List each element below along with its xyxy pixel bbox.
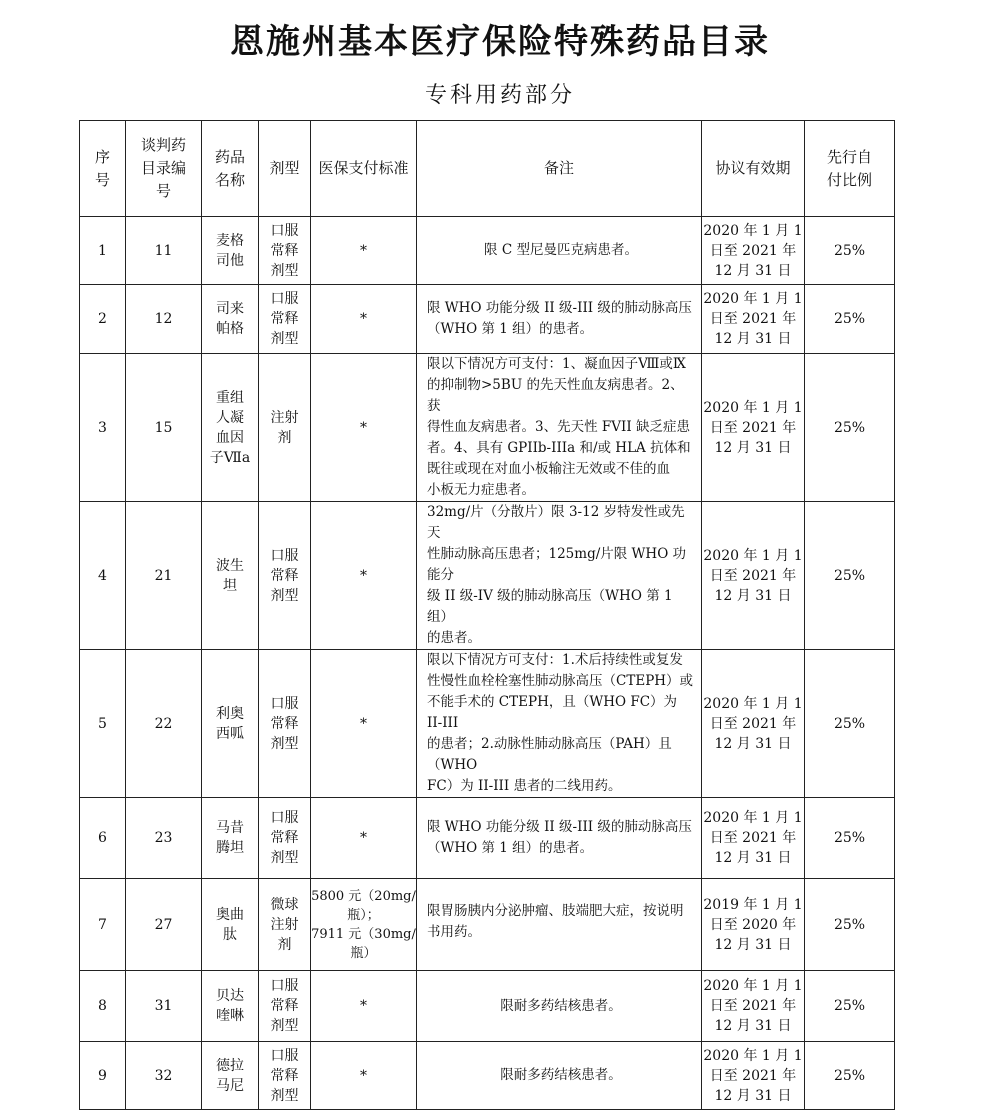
- cell-note: 限以下情况方可支付：1.术后持续性或复发 性慢性血栓栓塞性肺动脉高压（CTEPH）或 不能手术的 CTEPH，且（WHO FC）为 II-III 的患者；2.动脉性肺动脉高压（PAH）且（WHO FC）为 II-III 患者的二线用药。: [417, 650, 702, 798]
- table-row: [80, 798, 895, 879]
- header-ratio: 先行自 付比例: [805, 121, 895, 217]
- cell-form: 口服 常释 剂型: [259, 217, 311, 285]
- cell-ratio: 25%: [805, 217, 895, 285]
- cell-note: 限胃肠胰内分泌肿瘤、肢端肥大症，按说明 书用药。: [417, 879, 702, 971]
- table-row: [80, 1042, 895, 1110]
- cell-note: 限 WHO 功能分级 II 级-III 级的肺动脉高压 （WHO 第 1 组）的患者。: [417, 285, 702, 354]
- cell-name: 贝达 喹啉: [202, 971, 259, 1042]
- cell-ratio: 25%: [805, 650, 895, 798]
- cell-seq: 1: [80, 217, 126, 285]
- cell-ratio: 25%: [805, 502, 895, 650]
- cell-note: 限以下情况方可支付：1、凝血因子Ⅷ或Ⅸ 的抑制物>5BU 的先天性血友病患者。2、获 得性血友病患者。3、先天性 FVII 缺乏症患 者。4、具有 GPIIb-IIIa 和/或 HLA 抗体和 既往或现在对血小板输注无效或不佳的血 小板无力症患者。: [417, 354, 702, 502]
- cell-price: *: [311, 502, 417, 650]
- cell-seq: 2: [80, 285, 126, 354]
- header-price: 医保支付标准: [311, 121, 417, 217]
- cell-form: 口服 常释 剂型: [259, 971, 311, 1042]
- table-row: [80, 217, 895, 285]
- cell-name: 奥曲 肽: [202, 879, 259, 971]
- cell-note: 限耐多药结核患者。: [417, 1042, 702, 1110]
- cell-code: 23: [126, 798, 202, 879]
- cell-code: 21: [126, 502, 202, 650]
- cell-code: 32: [126, 1042, 202, 1110]
- header-code: 谈判药 目录编 号: [126, 121, 202, 217]
- cell-ratio: 25%: [805, 798, 895, 879]
- cell-note: 限 WHO 功能分级 II 级-III 级的肺动脉高压 （WHO 第 1 组）的患者。: [417, 798, 702, 879]
- cell-price: *: [311, 217, 417, 285]
- cell-name: 利奥 西呱: [202, 650, 259, 798]
- cell-seq: 8: [80, 971, 126, 1042]
- cell-name: 德拉 马尼: [202, 1042, 259, 1110]
- cell-period: 2020 年 1 月 1 日至 2021 年 12 月 31 日: [702, 971, 805, 1042]
- cell-form: 注射 剂: [259, 354, 311, 502]
- cell-ratio: 25%: [805, 1042, 895, 1110]
- cell-period: 2020 年 1 月 1 日至 2021 年 12 月 31 日: [702, 798, 805, 879]
- header-form: 剂型: [259, 121, 311, 217]
- cell-price: *: [311, 1042, 417, 1110]
- cell-form: 口服 常释 剂型: [259, 285, 311, 354]
- cell-form: 微球 注射 剂: [259, 879, 311, 971]
- header-period: 协议有效期: [702, 121, 805, 217]
- cell-form: 口服 常释 剂型: [259, 502, 311, 650]
- cell-name: 重组 人凝 血因 子Ⅶa: [202, 354, 259, 502]
- header-seq: 序 号: [80, 121, 126, 217]
- cell-note: 限 C 型尼曼匹克病患者。: [417, 217, 702, 285]
- cell-price: *: [311, 798, 417, 879]
- table-row: [80, 354, 895, 502]
- cell-period: 2020 年 1 月 1 日至 2021 年 12 月 31 日: [702, 650, 805, 798]
- cell-name: 波生 坦: [202, 502, 259, 650]
- cell-price: *: [311, 354, 417, 502]
- cell-price: *: [311, 650, 417, 798]
- cell-period: 2020 年 1 月 1 日至 2021 年 12 月 31 日: [702, 354, 805, 502]
- cell-seq: 7: [80, 879, 126, 971]
- cell-code: 27: [126, 879, 202, 971]
- table-row: [80, 650, 895, 798]
- cell-code: 31: [126, 971, 202, 1042]
- cell-price: 5800 元（20mg/ 瓶）； 7911 元（30mg/ 瓶）: [311, 879, 417, 971]
- cell-price: *: [311, 971, 417, 1042]
- table-row: [80, 971, 895, 1042]
- cell-name: 司来 帕格: [202, 285, 259, 354]
- page-title: 恩施州基本医疗保险特殊药品目录: [230, 22, 770, 62]
- page-subtitle: 专科用药部分: [424, 83, 575, 108]
- header-name: 药品 名称: [202, 121, 259, 217]
- cell-seq: 5: [80, 650, 126, 798]
- cell-period: 2020 年 1 月 1 日至 2021 年 12 月 31 日: [702, 502, 805, 650]
- cell-code: 11: [126, 217, 202, 285]
- cell-price: *: [311, 285, 417, 354]
- cell-form: 口服 常释 剂型: [259, 798, 311, 879]
- cell-period: 2020 年 1 月 1 日至 2021 年 12 月 31 日: [702, 1042, 805, 1110]
- cell-seq: 9: [80, 1042, 126, 1110]
- table-row: [80, 879, 895, 971]
- cell-form: 口服 常释 剂型: [259, 650, 311, 798]
- drug-table: [79, 120, 895, 1110]
- cell-period: 2019 年 1 月 1 日至 2020 年 12 月 31 日: [702, 879, 805, 971]
- cell-note: 32mg/片（分散片）限 3-12 岁特发性或先天 性肺动脉高压患者；125mg/片限 WHO 功能分 级 II 级-IV 级的肺动脉高压（WHO 第 1 组） 的患者。: [417, 502, 702, 650]
- table-row: [80, 285, 895, 354]
- cell-ratio: 25%: [805, 285, 895, 354]
- cell-seq: 6: [80, 798, 126, 879]
- cell-ratio: 25%: [805, 971, 895, 1042]
- table-row: [80, 502, 895, 650]
- header-note: 备注: [417, 121, 702, 217]
- cell-name: 马昔 腾坦: [202, 798, 259, 879]
- table-header-row: [80, 121, 895, 217]
- cell-form: 口服 常释 剂型: [259, 1042, 311, 1110]
- cell-code: 12: [126, 285, 202, 354]
- cell-note: 限耐多药结核患者。: [417, 971, 702, 1042]
- cell-seq: 4: [80, 502, 126, 650]
- cell-ratio: 25%: [805, 879, 895, 971]
- cell-seq: 3: [80, 354, 126, 502]
- cell-code: 22: [126, 650, 202, 798]
- cell-name: 麦格 司他: [202, 217, 259, 285]
- cell-period: 2020 年 1 月 1 日至 2021 年 12 月 31 日: [702, 217, 805, 285]
- cell-period: 2020 年 1 月 1 日至 2021 年 12 月 31 日: [702, 285, 805, 354]
- cell-ratio: 25%: [805, 354, 895, 502]
- cell-code: 15: [126, 354, 202, 502]
